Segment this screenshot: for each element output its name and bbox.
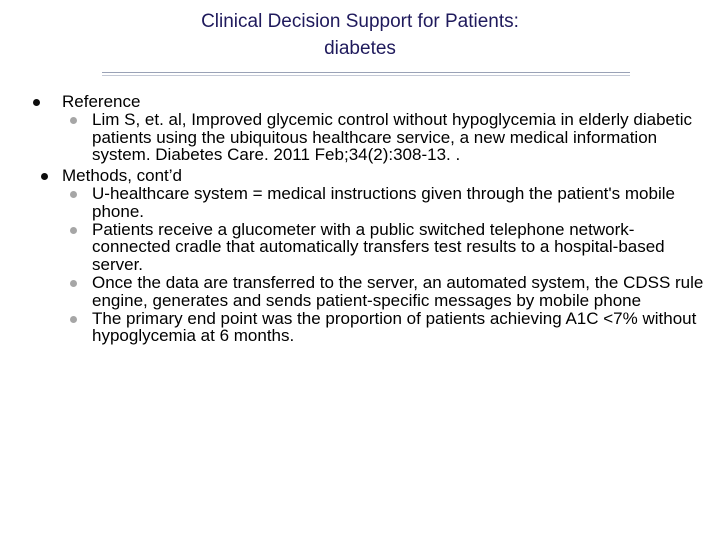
list-item: [0, 221, 720, 274]
title-divider: [102, 72, 630, 73]
list-item-text: Patients receive a glucometer with a public switched telephone network-connected cradle that automatically transfers test results to a hospital-based server.: [92, 219, 665, 275]
list-item: [0, 310, 720, 346]
slide-title-line-2: diabetes: [324, 38, 396, 59]
bullet-dot-icon: [70, 280, 77, 287]
list-item-text: Once the data are transferred to the server, an automated system, the CDSS rule engine, generates and sends patient-specific messages by mobile phone: [92, 272, 704, 310]
section-methods: [0, 167, 720, 185]
bullet-dot-icon: [70, 191, 77, 198]
section-reference: [0, 93, 720, 111]
list-item: [0, 185, 720, 221]
title-divider-shadow: [102, 75, 630, 76]
list-item-text: The primary end point was the proportion of patients achieving A1C <7% without hypoglycemia at 6 months.: [92, 308, 697, 346]
list-item-text: U-healthcare system = medical instructions given through the patient's mobile phone.: [92, 183, 675, 221]
section-heading: Reference: [62, 92, 141, 111]
bullet-dot-icon: [70, 117, 77, 124]
slide-body: [0, 90, 720, 345]
slide-title: [0, 8, 720, 62]
list-item: [0, 274, 720, 310]
bullet-dot-icon: [70, 316, 77, 323]
slide-title-line-1: Clinical Decision Support for Patients:: [201, 11, 519, 32]
bullet-dot-icon: [33, 99, 40, 106]
list-item: [0, 111, 720, 164]
bullet-dot-icon: [41, 173, 48, 180]
section-heading: Methods, cont’d: [62, 166, 183, 186]
bullet-dot-icon: [70, 227, 77, 234]
reference-citation: Lim S, et. al, Improved glycemic control without hypoglycemia in elderly diabetic patients using the ubiquitous healthcare service, a new medical information system. Diabetes Care. 2011 Feb;34(2):308-13. .: [92, 109, 692, 165]
